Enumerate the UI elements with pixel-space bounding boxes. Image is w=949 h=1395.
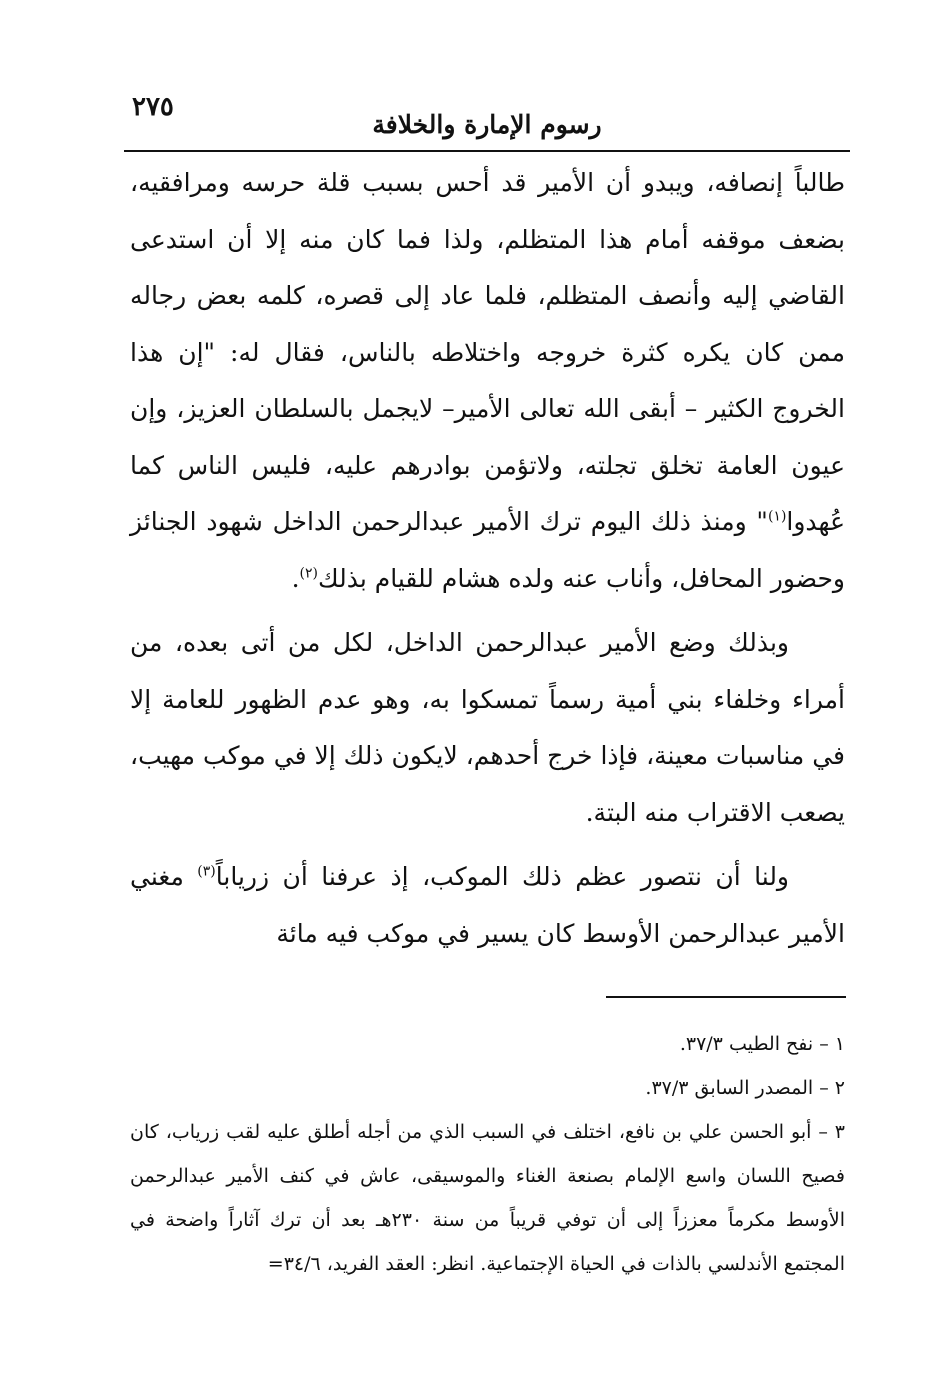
footnote-divider: [606, 996, 846, 998]
footnote-ref-3: (٣): [197, 863, 216, 880]
footnote-3: ٣ – أبو الحسن علي بن نافع، اختلف في السبب الذي من أجله أطلق عليه لقب زرياب، كان فصيح اللسان واسع الإلمام بصنعة الغناء والموسيقى، عاش في كنف الأمير عبدالرحمن الأوسط مكرماً معززاً إلى أن توفي قريباً من سنة ٢٣٠هـ بعد أن ترك آثاراً واضحة في المجتمع الأندلسي بالذات في الحياة الإجتماعية. انظر: العقد الفريد، ٣٤/٦=: [130, 1121, 845, 1275]
paragraph-1-text-a: طالباً إنصافه، ويبدو أن الأمير قد أحس بسبب قلة حرسه ومرافقيه، بضعف موقفه أمام هذا المتظلم، ولذا فما كان منه إلا أن استدعى القاضي إليه وأنصف المتظلم، فلما عاد إلى قصره، كلمه بعض رجاله ممن كان يكره كثرة خروجه واختلاطه بالناس، فقال له: "إن هذا الخروج الكثير – أبقى الله تعالى الأمير– لايجمل بالسلطان العزيز، وإن عيون العامة تخلق تجلته، ولاتؤمن بوادرهم عليه، فليس الناس كما عُهدوا: [130, 168, 845, 536]
paragraph-3-text-a: ولنا أن نتصور عظم ذلك الموكب، إذ عرفنا أن زرياباً: [215, 862, 790, 891]
paragraph-3-text-b: مغني الأمير عبدالرحمن الأوسط كان يسير في موكب فيه مائة: [130, 862, 845, 948]
footnote-ref-2: (٢): [299, 565, 319, 582]
paragraph-1-text-b: " ومنذ ذلك اليوم ترك الأمير عبدالرحمن الداخل شهود الجنائز وحضور المحافل، وأناب عنه ولده هشام للقيام بذلك: [130, 507, 845, 593]
running-title: رسوم الإمارة والخلافة: [372, 110, 602, 139]
paragraph-1: [130, 155, 845, 607]
footnotes: [130, 1022, 845, 1286]
paragraph-3: [130, 849, 845, 962]
main-text: [130, 155, 845, 970]
footnote-1: ١ – نفح الطيب ٣٧/٣.: [679, 1033, 845, 1055]
page-header: [124, 92, 850, 152]
paragraph-1-text-c: .: [291, 563, 300, 593]
footnote-2: ٢ – المصدر السابق ٣٧/٣.: [645, 1077, 845, 1099]
page-number: ٢٧٥: [132, 92, 174, 122]
footnote-ref-1: (١): [767, 508, 787, 525]
paragraph-2: وبذلك وضع الأمير عبدالرحمن الداخل، لكل من أتى بعده، من أمراء وخلفاء بني أمية رسماً تمسكوا به، وهو عدم الظهور للعامة إلا في مناسبات معينة، فإذا خرج أحدهم، لايكون ذلك إلا في موكب مهيب، يصعب الاقتراب منه البتة.: [130, 628, 845, 827]
